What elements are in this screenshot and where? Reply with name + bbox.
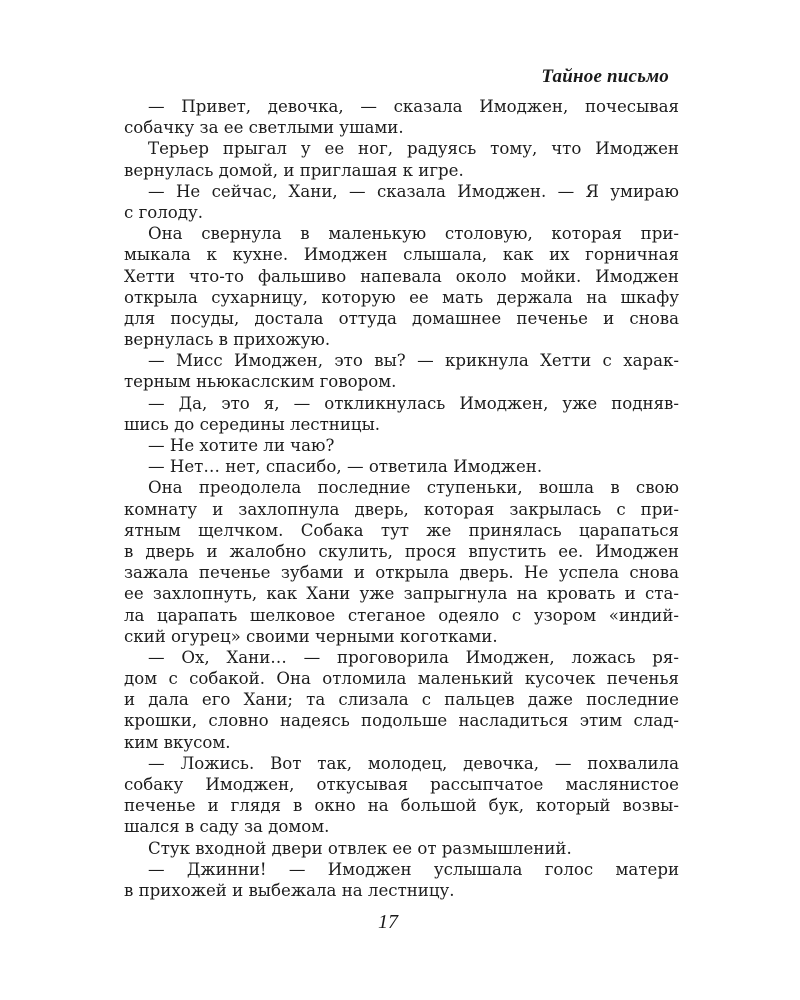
text-line: Терьер прыгал у ее ног, радуясь тому, что Имоджен xyxy=(148,139,679,159)
text-line: собачку за ее светлыми ушами. xyxy=(124,118,404,138)
text-line: — Привет, девочка, — сказала Имоджен, почесывая xyxy=(148,97,679,116)
text-line: в дверь и жалобно скулить, прося впустить ее. Имоджен xyxy=(124,541,679,561)
text-line: вернулась в прихожую. xyxy=(124,330,331,350)
page-number: 17 xyxy=(378,911,398,933)
text-line: ятным щелчком. Собака тут же принялась царапаться xyxy=(124,520,679,540)
text-line: в прихожей и выбежала на лестницу. xyxy=(124,880,455,900)
text-line: ее захлопнуть, как Хани уже запрыгнула на кровать и ста- xyxy=(124,584,679,604)
text-line: крошки, словно надеясь подольше насладиться этим слад- xyxy=(124,711,679,731)
text-line: — Мисс Имоджен, это вы? — крикнула Хетти с харак- xyxy=(148,351,679,371)
text-line: открыла сухарницу, которую ее мать держала на шкафу xyxy=(124,287,679,307)
text-line: печенье и глядя в окно на большой бук, который возвы- xyxy=(124,796,679,816)
text-line: шался в саду за домом. xyxy=(124,817,330,837)
text-line: ский огурец» своими черными коготками. xyxy=(124,626,498,646)
text-line: зажала печенье зубами и открыла дверь. Не успела снова xyxy=(124,563,679,583)
text-line: — Нет… нет, спасибо, — ответила Имоджен. xyxy=(148,457,543,477)
text-line: с голоду. xyxy=(124,202,204,222)
text-line: ким вкусом. xyxy=(124,732,231,752)
text-line: для посуды, достала оттуда домашнее печенье и снова xyxy=(124,308,679,328)
text-line: — Да, это я, — откликнулась Имоджен, уже подняв- xyxy=(148,393,679,413)
text-line: ла царапать шелковое стеганое одеяло с узором «индий- xyxy=(124,605,679,625)
text-line: — Не сейчас, Хани, — сказала Имоджен. — Я умираю xyxy=(148,181,679,201)
text-line: вернулась домой, и приглашая к игре. xyxy=(124,160,464,180)
text-line: Стук входной двери отвлек ее от размышлений. xyxy=(148,838,572,858)
text-line: — Не хотите ли чаю? xyxy=(148,436,335,455)
text-line: комнату и захлопнула дверь, которая закрылась с при- xyxy=(124,499,679,519)
text-line: Она преодолела последние ступеньки, вошла в свою xyxy=(148,478,679,498)
text-line: — Джинни! — Имоджен услышала голос матери xyxy=(148,859,679,879)
running-title: Тайное письмо xyxy=(541,66,669,87)
text-line: терным ньюкаслским говором. xyxy=(124,372,397,392)
body-text xyxy=(124,96,679,901)
text-line: Хетти что-то фальшиво напевала около мойки. Имоджен xyxy=(124,266,679,286)
text-line: — Ох, Хани… — проговорила Имоджен, ложась ря- xyxy=(148,647,679,667)
text-line: Она свернула в маленькую столовую, которая при- xyxy=(148,224,679,244)
text-line: — Ложись. Вот так, молодец, девочка, — похвалила xyxy=(148,753,679,773)
text-line: мыкала к кухне. Имоджен слышала, как их горничная xyxy=(124,245,679,265)
text-line: и дала его Хани; та слизала с пальцев даже последние xyxy=(124,690,679,710)
text-line: собаку Имоджен, откусывая рассыпчатое маслянистое xyxy=(124,775,679,794)
text-line: дом с собакой. Она отломила маленький кусочек печенья xyxy=(124,669,679,689)
text-line: шись до середины лестницы. xyxy=(124,414,381,434)
